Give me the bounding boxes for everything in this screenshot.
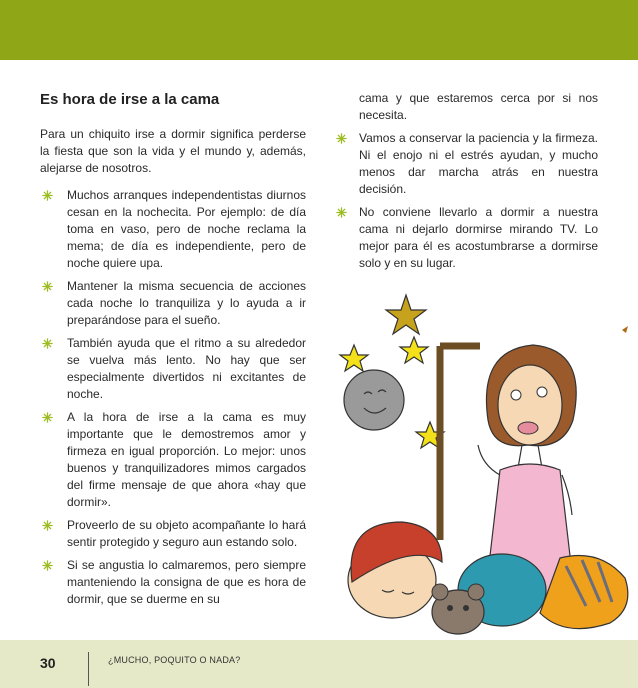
bullet-continuation: cama y que estaremos cerca por si nos necesita. xyxy=(359,91,598,122)
right-column xyxy=(340,90,598,278)
door-frame xyxy=(440,346,480,540)
star-icon xyxy=(340,345,368,371)
teddy-bear-icon xyxy=(432,584,484,634)
bullet-icon xyxy=(42,281,53,292)
bullet-item xyxy=(40,409,306,511)
bullet-icon xyxy=(42,560,53,571)
star-icon xyxy=(386,295,426,334)
moon-icon xyxy=(344,370,404,430)
bullet-item xyxy=(40,187,306,272)
bullet-icon xyxy=(336,133,347,144)
bullet-text: También ayuda que el ritmo a su alrededor se vuelva más lento. No hay que ser especialmente divertidos ni excitantes de noche. xyxy=(67,336,306,401)
bullet-item xyxy=(40,335,306,403)
bullet-item xyxy=(340,204,598,272)
star-icon xyxy=(400,337,428,363)
bullet-text: Si se angustia lo calmaremos, pero siempre manteniendo la consigna de que es hora de dormir, que se duerme en su xyxy=(67,558,306,606)
header-band xyxy=(0,0,638,60)
page-number: 30 xyxy=(40,655,56,671)
bullet-text: A la hora de irse a la cama es muy importante que le demostremos amor y firmeza en igual proporción. Lo mejor: unos buenos y tranquilizadores mimos cargados del firme mensaje de que ahora «hay que dormir». xyxy=(67,410,306,509)
bullet-text: Mantener la misma secuencia de acciones cada noche lo tranquiliza y lo ayuda a ir preparándose para el sueño. xyxy=(67,279,306,327)
bullet-item xyxy=(40,557,306,608)
bullet-icon xyxy=(336,207,347,218)
article-intro: Para un chiquito irse a dormir significa perderse la fiesta que son la vida y el mundo y, además, alejarse de nosotros. xyxy=(40,127,306,175)
bullet-list-right xyxy=(340,130,598,272)
footer-divider xyxy=(88,652,89,686)
bullet-list-left xyxy=(40,187,306,608)
footer-title: ¿MUCHO, POQUITO O NADA? xyxy=(108,655,241,665)
bedtime-illustration-icon xyxy=(330,290,638,640)
article-title: Es hora de irse a la cama xyxy=(40,91,220,108)
bullet-icon xyxy=(42,520,53,531)
bullet-icon xyxy=(42,412,53,423)
bullet-item xyxy=(40,517,306,551)
bullet-item xyxy=(340,130,598,198)
bullet-text: Muchos arranques independentistas diurnos cesan en la nochecita. Por ejemplo: de día toma en vaso, pero de noche reclama la mema; de día es independiente, pero de noche quiere upa. xyxy=(67,188,306,270)
bullet-icon xyxy=(42,338,53,349)
bullet-text: Proveerlo de su objeto acompañante lo hará sentir protegido y seguro aun estando solo. xyxy=(67,518,306,549)
bullet-text: Vamos a conservar la paciencia y la firmeza. Ni el enojo ni el estrés ayudan, y mucho menos dar marcha atrás en nuestra decisión. xyxy=(359,131,598,196)
footer-band xyxy=(0,640,638,688)
bullet-item xyxy=(40,278,306,329)
child-figure xyxy=(348,522,628,629)
left-column xyxy=(40,90,306,614)
bullet-text: No conviene llevarlo a dormir a nuestra cama ni dejarlo dormirse mirando TV. Lo mejor para él es acostumbrarse a dormirse solo y en su lugar. xyxy=(359,205,598,270)
bullet-icon xyxy=(42,190,53,201)
